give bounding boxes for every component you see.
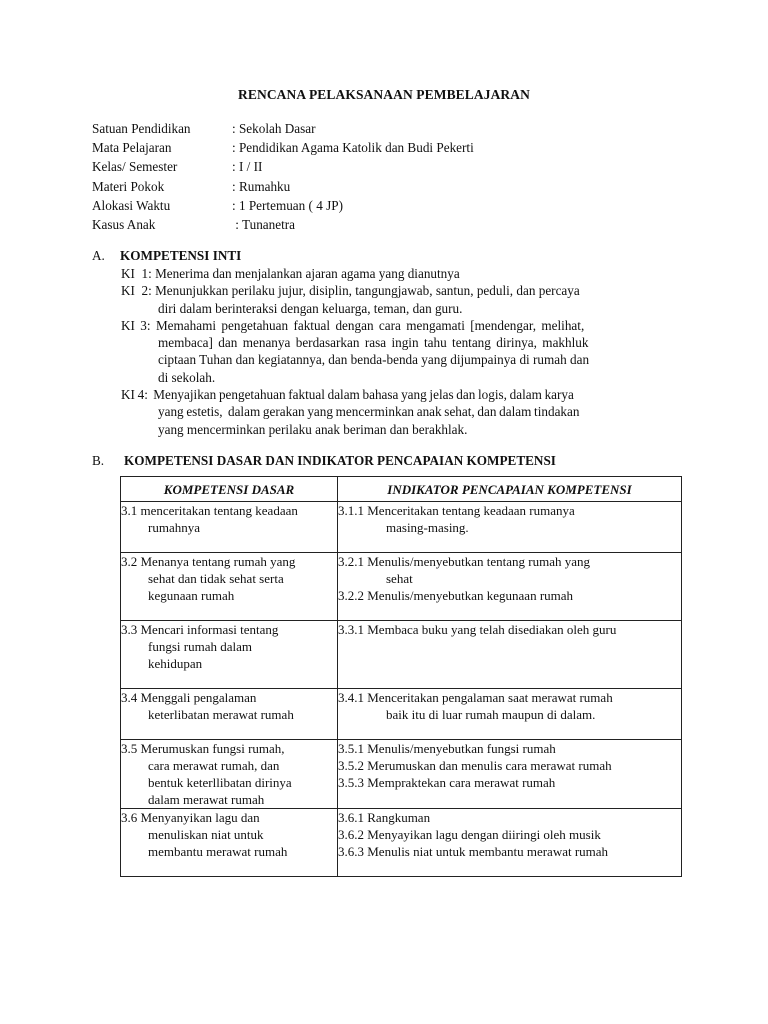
kompetensi-table (120, 476, 682, 877)
cell-line: 3.2.1 Menulis/menyebutkan tentang rumah yang (338, 554, 591, 569)
cell-line: 3.5.3 Mempraktekan cara merawat rumah (338, 775, 556, 790)
cell-line: keterlibatan merawat rumah (148, 707, 294, 722)
info-label: Alokasi Waktu (92, 197, 171, 213)
ki-line: membaca] dan menanya berdasarkan rasa ingin tahu tentang dirinya, makhluk (158, 335, 589, 351)
section-marker: A. (92, 248, 105, 263)
ki-4 (121, 386, 675, 438)
cell-line: rumahnya (148, 520, 200, 535)
info-row (92, 119, 474, 138)
cell-line: 3.5 Merumuskan fungsi rumah, (121, 741, 285, 756)
header-indikator: INDIKATOR PENCAPAIAN KOMPETENSI (338, 477, 682, 502)
info-value: : Sekolah Dasar (232, 121, 316, 136)
table-row (121, 621, 682, 689)
ki-line: yang estetis, dalam gerakan yang mencerminkan anak sehat, dan dalam tindakan (158, 404, 580, 420)
info-row (92, 196, 474, 215)
cell-line: baik itu di luar rumah maupun di dalam. (386, 707, 596, 722)
info-row (92, 157, 474, 176)
cell-line: 3.5.1 Menulis/menyebutkan fungsi rumah (338, 741, 556, 756)
table-row (121, 502, 682, 553)
ki-line: KI 4: Menyajikan pengetahuan faktual dalam bahasa yang jelas dan logis, dalam karya (121, 387, 574, 403)
ki-1: KI 1: Menerima dan menjalankan ajaran agama yang dianutnya (121, 266, 460, 281)
header-kompetensi-dasar: KOMPETENSI DASAR (121, 477, 338, 502)
kd-cell (121, 809, 338, 877)
cell-line: cara merawat rumah, dan (148, 758, 280, 773)
info-label: Kelas/ Semester (92, 159, 178, 175)
ki-line: diri dalam berinteraksi dengan keluarga, teman, dan guru. (158, 300, 463, 316)
info-value: : Rumahku (232, 178, 291, 194)
section-title: KOMPETENSI INTI (120, 248, 242, 263)
cell-line: dalam merawat rumah (148, 792, 265, 807)
info-label: Kasus Anak (92, 216, 156, 232)
ki-line: yang mencerminkan perilaku anak beriman dan berakhlak. (158, 421, 468, 437)
table-row (121, 689, 682, 740)
cell-line: 3.2 Menanya tentang rumah yang (121, 554, 296, 569)
kd-cell (121, 502, 338, 553)
cell-line: menuliskan niat untuk (148, 827, 264, 842)
cell-line: 3.3 Mencari informasi tentang (121, 622, 279, 637)
cell-line: sehat (386, 571, 413, 586)
ki-3 (121, 317, 675, 386)
ki-line: KI 3: Memahami pengetahuan faktual dengan cara mengamati [mendengar, melihat, (121, 317, 585, 333)
cell-line: 3.4 Menggali pengalaman (121, 690, 257, 705)
cell-line: 3.3.1 Membaca buku yang telah disediakan oleh guru (338, 622, 617, 637)
cell-line: 3.1 menceritakan tentang keadaan (121, 503, 298, 518)
section-marker: B. (92, 453, 105, 468)
info-row (92, 177, 474, 196)
cell-line: kegunaan rumah (148, 588, 235, 603)
identity-block (92, 119, 474, 234)
ki-list (121, 265, 675, 438)
kd-cell (121, 740, 338, 809)
section-heading (92, 451, 675, 470)
cell-line: masing-masing. (386, 520, 469, 535)
table-row (121, 809, 682, 877)
info-value: : 1 Pertemuan ( 4 JP) (232, 197, 343, 213)
info-value: : I / II (232, 159, 263, 175)
info-value: : Pendidikan Agama Katolik dan Budi Pekerti (232, 140, 474, 156)
info-row (92, 138, 474, 157)
info-label: Mata Pelajaran (92, 140, 172, 156)
cell-line: 3.5.2 Merumuskan dan menulis cara merawat rumah (338, 758, 612, 773)
cell-line: kehidupan (148, 656, 203, 671)
kd-cell (121, 689, 338, 740)
ki-2 (121, 282, 675, 317)
cell-line: 3.1.1 Menceritakan tentang keadaan rumanya (338, 503, 575, 518)
kd-cell (121, 621, 338, 689)
section-kompetensi-inti (92, 246, 675, 438)
cell-line: 3.6.1 Rangkuman (338, 810, 431, 825)
document-title: RENCANA PELAKSANAAN PEMBELAJARAN (238, 87, 530, 102)
section-title: KOMPETENSI DASAR DAN INDIKATOR PENCAPAIAN KOMPETENSI (124, 453, 556, 468)
ipk-cell (338, 689, 682, 740)
cell-line: bentuk keterllibatan dirinya (148, 775, 292, 790)
table-row (121, 553, 682, 621)
info-value: : Tunanetra (232, 216, 296, 232)
info-label: Satuan Pendidikan (92, 121, 191, 136)
ipk-cell (338, 621, 682, 689)
cell-line: fungsi rumah dalam (148, 639, 252, 654)
cell-line: 3.4.1 Menceritakan pengalaman saat merawat rumah (338, 690, 613, 705)
info-label: Materi Pokok (92, 178, 165, 194)
cell-line: 3.6 Menyanyikan lagu dan (121, 810, 260, 825)
cell-line: sehat dan tidak sehat serta (148, 571, 284, 586)
kd-cell (121, 553, 338, 621)
table-row (121, 740, 682, 809)
cell-line: 3.2.2 Menulis/menyebutkan kegunaan rumah (338, 588, 574, 603)
cell-line: membantu merawat rumah (148, 844, 288, 859)
cell-line: 3.6.3 Menulis niat untuk membantu merawat rumah (338, 844, 609, 859)
info-row (92, 215, 474, 234)
ipk-cell (338, 809, 682, 877)
ki-line: di sekolah. (158, 369, 216, 385)
section-kompetensi-dasar (92, 451, 675, 470)
section-heading (92, 246, 675, 265)
ipk-cell (338, 740, 682, 809)
table-header-row (121, 477, 682, 502)
ipk-cell (338, 553, 682, 621)
ki-line: ciptaan Tuhan dan kegiatannya, dan benda-benda yang dijumpainya di rumah dan (158, 352, 590, 368)
cell-line: 3.6.2 Menyayikan lagu dengan diiringi oleh musik (338, 827, 601, 842)
ipk-cell (338, 502, 682, 553)
ki-line: KI 2: Menunjukkan perilaku jujur, disiplin, tangungjawab, santun, peduli, dan percaya (121, 283, 580, 299)
